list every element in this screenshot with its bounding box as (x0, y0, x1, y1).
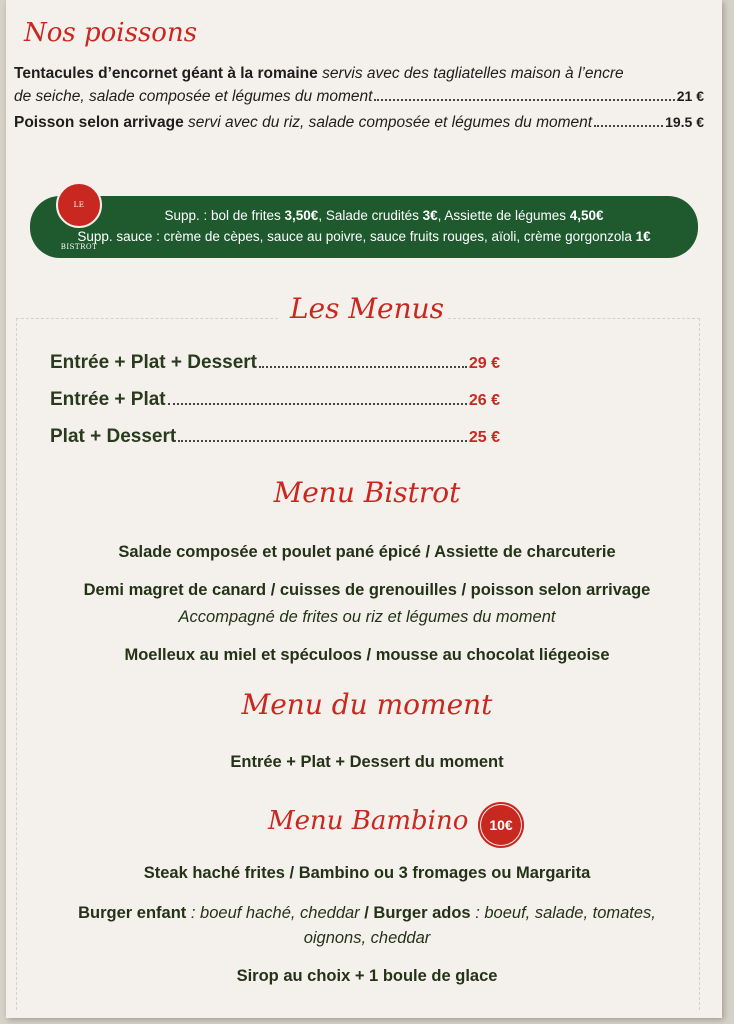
supplements-line-2: Supp. sauce : crème de cèpes, sauce au poivre, sauce fruits rouges, aïoli, crème gorgonzola 1€ (77, 229, 651, 244)
menu-row-label: Entrée + Plat + Dessert (50, 352, 257, 373)
menu-row-label: Plat + Dessert (50, 426, 177, 447)
menu-row-price: 29 € (468, 355, 500, 372)
section-title-menus: Les Menus (289, 292, 445, 325)
supplements-line-1: Supp. : bol de frites 3,50€, Salade crudités 3€, Assiette de légumes 4,50€ (164, 208, 604, 223)
fish-item-desc: de seiche, salade composée et légumes du moment (14, 88, 373, 105)
section-title-bambino: Menu Bambino (268, 806, 469, 836)
section-title-poissons: Nos poissons (24, 18, 198, 48)
bambino-burgers: Burger enfant : boeuf haché, cheddar / Burger ados : boeuf, salade, tomates, (78, 904, 656, 922)
supplements-banner (30, 196, 698, 258)
fish-item-price: 19.5 € (665, 114, 704, 130)
menu-row-price: 26 € (468, 392, 500, 409)
fish-item-encornet (14, 64, 704, 84)
bistrot-plats: Demi magret de canard / cuisses de grenouilles / poisson selon arrivage (83, 581, 651, 599)
menu-row (50, 389, 500, 411)
fish-item-desc: servis avec des tagliatelles maison à l’encre (317, 65, 624, 82)
menu-row (50, 426, 500, 448)
fish-item-poisson (14, 112, 704, 133)
bistrot-logo: LE BISTROT (56, 182, 102, 228)
menu-row-label: Entrée + Plat (50, 389, 166, 410)
section-title-moment: Menu du moment (241, 688, 493, 721)
bistrot-entrees: Salade composée et poulet pané épicé / Assiette de charcuterie (118, 543, 616, 561)
bambino-burgers-cont: oignons, cheddar (303, 929, 431, 947)
bambino-plats: Steak haché frites / Bambino ou 3 fromages ou Margarita (143, 864, 591, 882)
menu-row (50, 352, 500, 374)
fish-item-desc: servi avec du riz, salade composée et légumes du moment (183, 114, 593, 131)
fish-item-price: 21 € (676, 88, 704, 104)
fish-item-encornet-line2 (14, 86, 704, 107)
bistrot-desserts: Moelleux au miel et spéculoos / mousse au chocolat liégeoise (124, 646, 610, 664)
bambino-price-badge: 10€ (478, 802, 524, 848)
section-title-bistrot: Menu Bistrot (273, 476, 461, 509)
fish-item-name: Tentacules d’encornet géant à la romaine (14, 65, 318, 82)
fish-item-name: Poisson selon arrivage (14, 114, 184, 131)
menu-row-price: 25 € (468, 429, 500, 446)
moment-description: Entrée + Plat + Dessert du moment (230, 753, 504, 771)
bistrot-accompaniment: Accompagné de frites ou riz et légumes du moment (178, 608, 556, 626)
bambino-dessert: Sirop au choix + 1 boule de glace (236, 967, 498, 985)
